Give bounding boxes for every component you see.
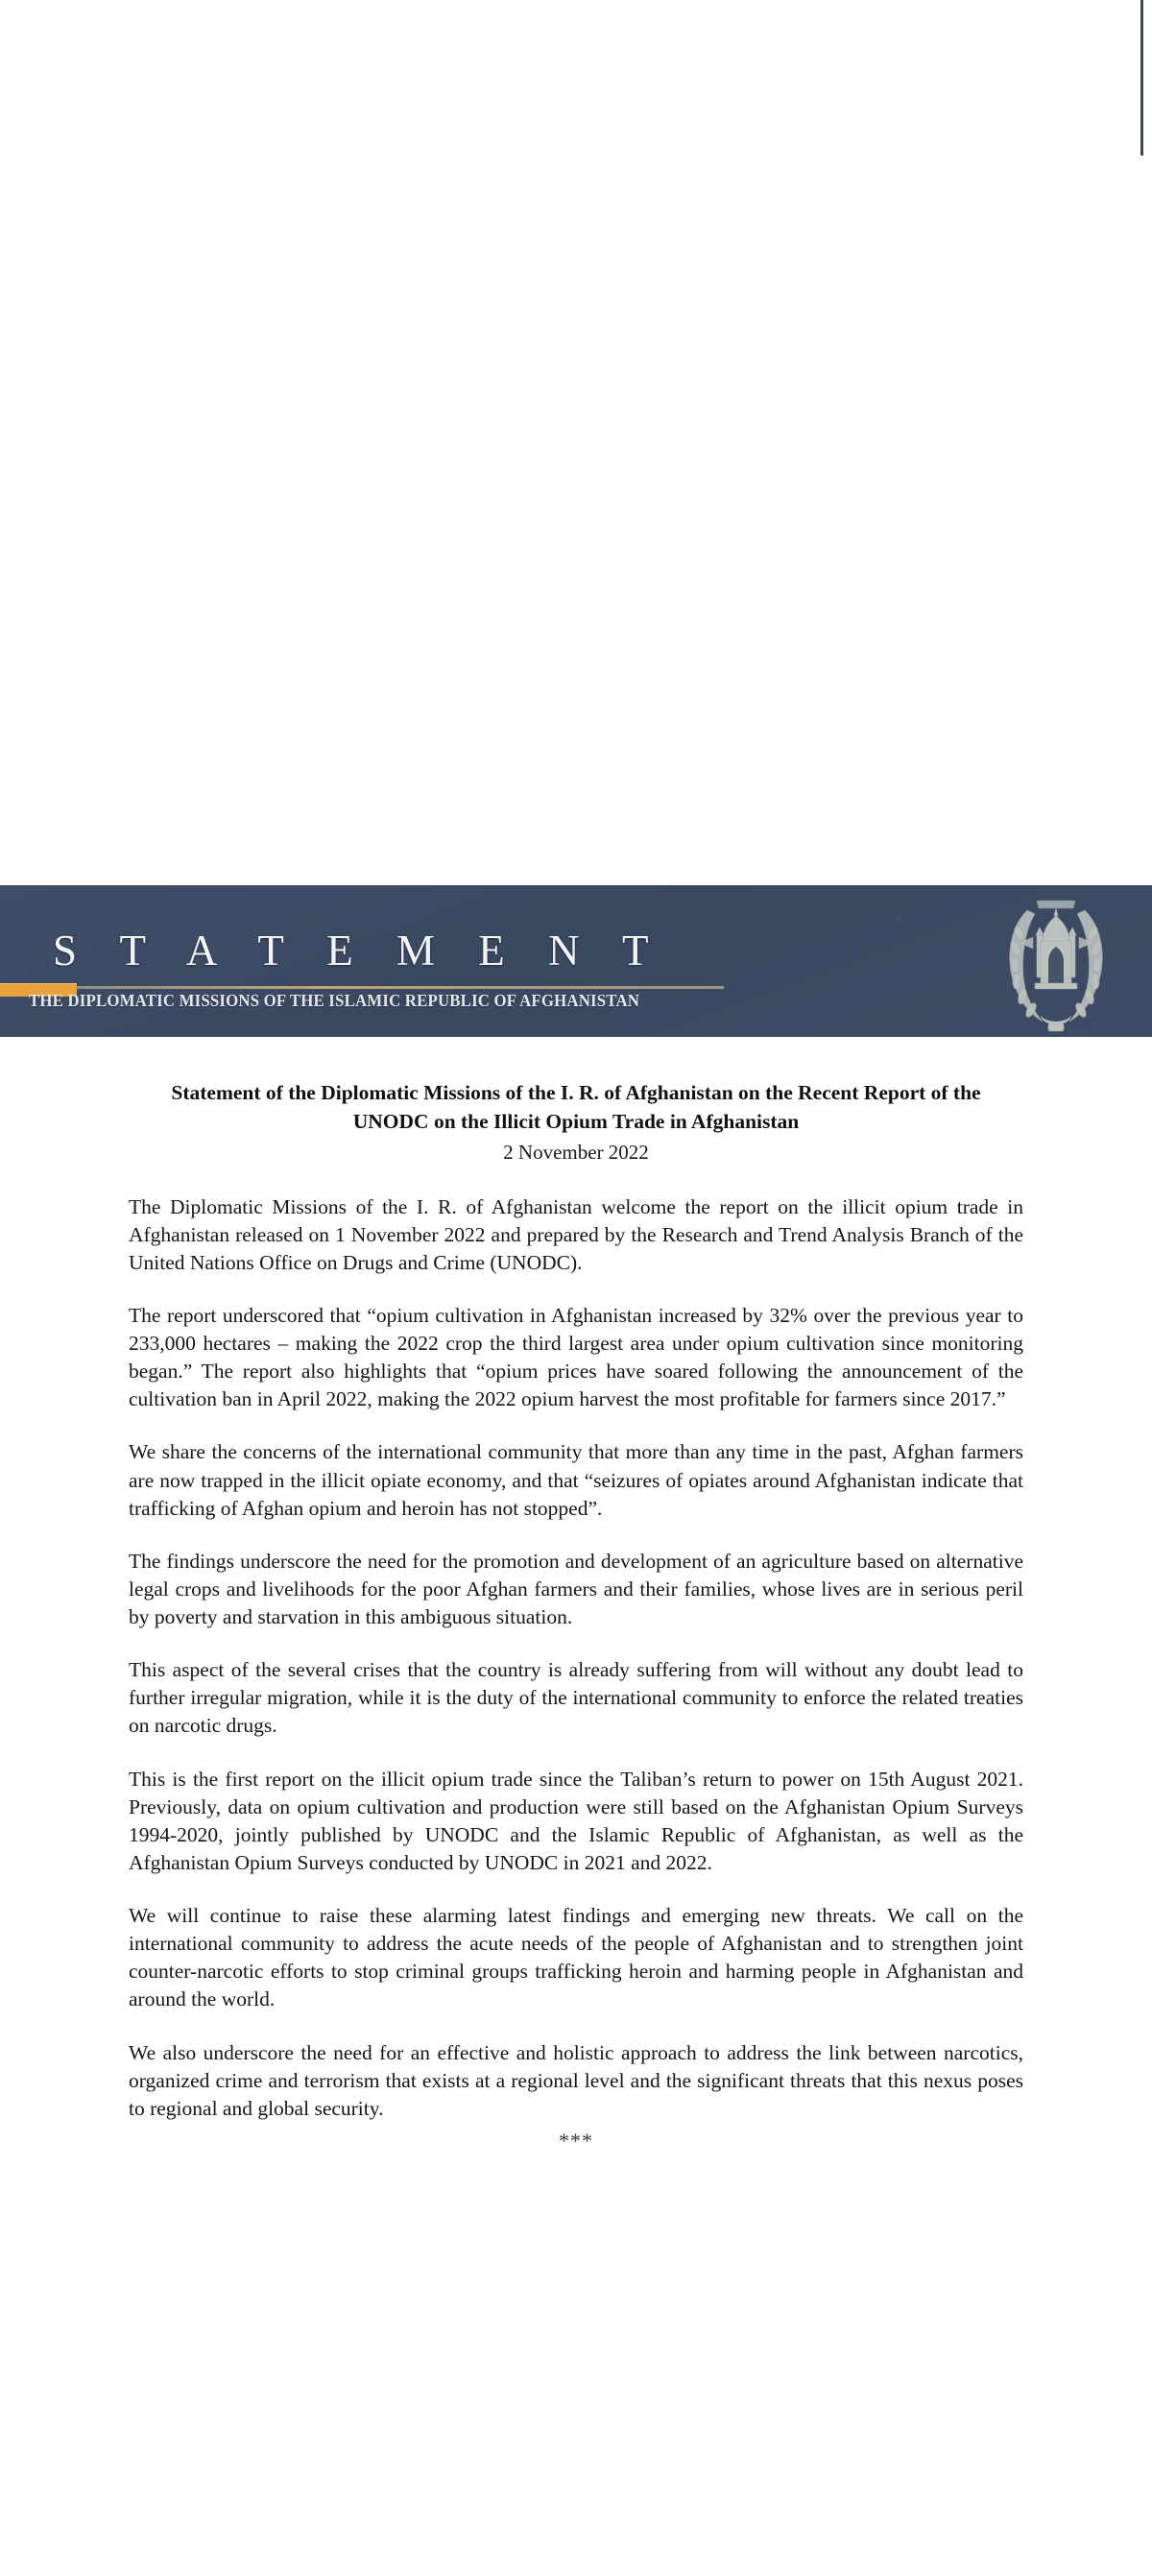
page-edge-rule bbox=[1140, 0, 1143, 156]
paragraph: The Diplomatic Missions of the I. R. of Afghanistan welcome the report on the illicit opium trade in Afghanistan released on 1 November 2022 and prepared by the Research and Trend Analysis Branch of the United Nations Office on Drugs and Crime (UNODC). bbox=[129, 1194, 1023, 1274]
statement-banner bbox=[0, 885, 1152, 1037]
paragraph: We also underscore the need for an effective and holistic approach to address the link between narcotics, organized crime and terrorism that exists at a regional level and the significant threats that this nexus poses to regional and global security. bbox=[129, 2040, 1023, 2120]
banner-divider bbox=[56, 986, 724, 989]
paragraph: The report underscored that “opium cultivation in Afghanistan increased by 32% over the previous year to 233,000 hectares – making the 2022 crop the third largest area under opium cultivation since monitoring began.” The report also highlights that “opium prices have soared following the announcement of the cultivation ban in April 2022, making the 2022 opium harvest the most profitable for farmers since 2017.” bbox=[129, 1303, 1023, 1411]
statement-document bbox=[0, 1037, 1152, 2154]
afghanistan-national-emblem-icon bbox=[998, 887, 1114, 1037]
document-date: 2 November 2022 bbox=[503, 1141, 649, 1165]
paragraph: The findings underscore the need for the promotion and development of an agriculture based on alternative legal crops and livelihoods for the poor Afghan farmers and their families, whose lives are in serious peril by poverty and starvation in this ambiguous situation. bbox=[129, 1549, 1023, 1629]
document-body bbox=[129, 1167, 1023, 2123]
paragraph: This is the first report on the illicit opium trade since the Taliban’s return to power on 15th August 2021. Previously, data on opium cultivation and production were still based on the Afghanistan Opium Surveys 1994-2020, jointly published by UNODC and the Islamic Republic of Afghanistan, as well as the Afghanistan Opium Surveys conducted by UNODC in 2021 and 2022. bbox=[129, 1767, 1023, 1874]
banner-subtitle: THE DIPLOMATIC MISSIONS OF THE ISLAMIC REPUBLIC OF AFGHANISTAN bbox=[29, 991, 640, 1010]
closing-marks: *** bbox=[559, 2128, 593, 2153]
paragraph: We will continue to raise these alarming latest findings and emerging new threats. We call on the international community to address the acute needs of the people of Afghanistan and to strengthen joint counter-narcotic efforts to stop criminal groups trafficking heroin and harming people in Afghanistan and around the world. bbox=[129, 1904, 1023, 2011]
paragraph: We share the concerns of the international community that more than any time in the past, Afghan farmers are now trapped in the illicit opiate economy, and that “seizures of opiates around Afghanistan indicate that trafficking of Afghan opium and heroin has not stopped”. bbox=[129, 1440, 1023, 1520]
banner-title: S T A T E M E N T bbox=[53, 927, 665, 975]
paragraph: This aspect of the several crises that the country is already suffering from will without any doubt lead to further irregular migration, while it is the duty of the international community to enforce the related treaties on narcotic drugs. bbox=[129, 1658, 1023, 1738]
document-title: Statement of the Diplomatic Missions of the I. R. of Afghanistan on the Recent Report of the UNODC on the Illicit Opium Trade in Afghanistan bbox=[171, 1081, 981, 1133]
banner-content bbox=[0, 885, 1152, 1037]
